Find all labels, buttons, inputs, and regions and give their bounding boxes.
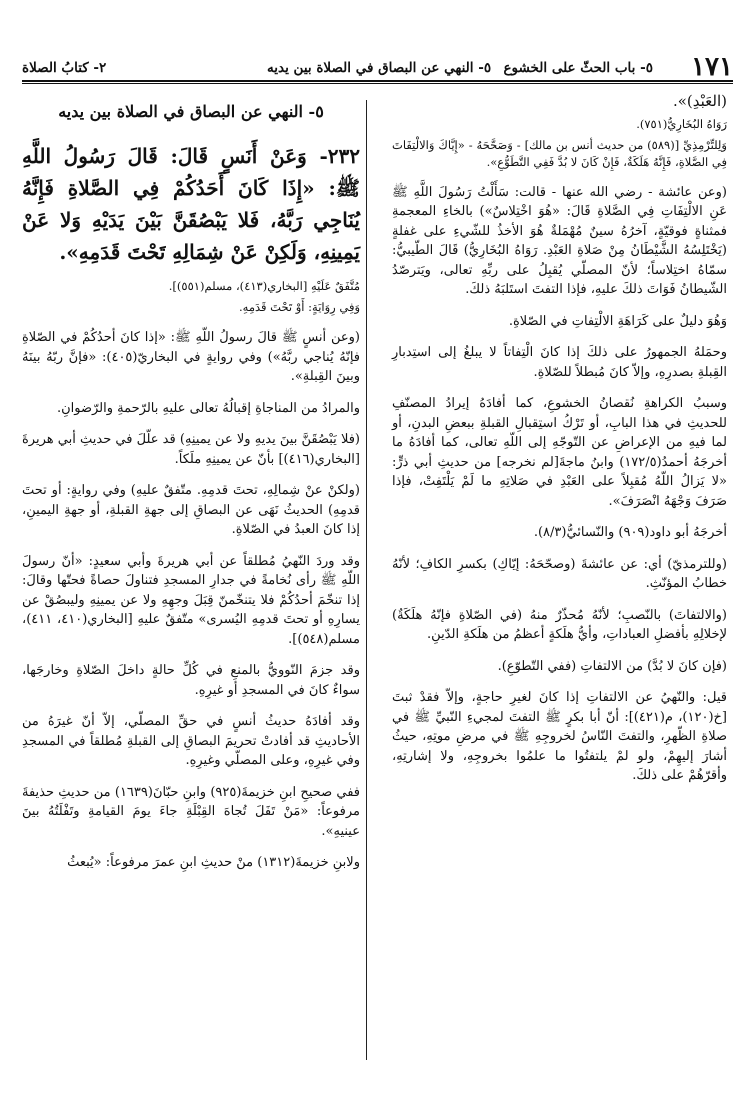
paragraph: أخرجَهُ أبو داود(٩٠٩) والنّسائيُّ(٨/٣).: [533, 525, 727, 540]
paragraph: والمرادُ من المناجاةِ إقبالُهُ تعالى عليهِ بالرّحمةِ والرّضوانِ.: [56, 400, 360, 416]
header-section-title: ٥- النهي عن البصاق في الصلاة بين يديه: [267, 60, 492, 76]
paragraph: وسببُ الكراهةِ نُقصانُ الخشوعِ، كما أفادَهُ إيرادُ المصنّفِ للحديثِ في هذا البابِ، أو تَرْكُ استِقبالِ القبلةِ ببعضِ البدنِ، أو لما فيهِ من الإعراضِ عن التّوجّهِ إلى اللّهِ تعالى، كما أفادَهُ ما أخرجَهُ أحمدُ(١٧٢/٥) وابنُ ماجةَ[لم نخرجه] من حديثِ أبي ذرٍّ: «لا يَزالُ اللّهُ مُقبِلاً على العَبْدِ في صَلاتِهِ ما لَمْ يَلْتَفِتْ، فإذا صَرَفَ وَجْهَهُ انْصَرَفَ».: [392, 396, 727, 509]
paragraph: قيل: والنّهيُ عن الالتفاتِ إذا كانَ لغيرِ حاجةٍ، وإلاّ فقدْ ثبتَ [خ(١٢٠)، م(٤٢١)]: أنّ أبا بكرٍ ﷺ التفتَ لمجيءِ النّبيِّ ﷺ في صلاةِ الظّهرِ، والتفتَ النّاسُ لخروجِهِ ﷺ في مرضِ موتِهِ، حيثُ أشارَ إليهِمْ، ولو لمْ يلتفتُوا ما علمُوا بخروجِهِ، ولا إشارتِهِ، وأقرّهُمْ على ذلكَ.: [392, 690, 727, 783]
section-title: ٥- النهي عن البصاق في الصلاة بين يديه: [58, 102, 324, 121]
paragraph: وَهُوَ دليلٌ على كَرَاهَةِ الالْتِفاتِ في الصّلاةِ.: [508, 313, 727, 329]
page-number: ١٧١: [691, 52, 733, 82]
citation: وَلِلتِّرْمِذِيِّ [(٥٨٩) من حديث أنس بن مالك] - وَصَحَّحَهُ - «إِيَّاكَ وَالالْتِفَاتَ فِي الصَّلاةِ، فَإِنَّهُ هَلَكَةٌ، فَإِنْ كَانَ لا بُدَّ فَفِي التَّطَوُّعِ».: [392, 137, 727, 169]
paragraph: (فإن كانَ لا بُدَّ) من الالتفاتِ (ففي التّطوّعِ).: [497, 658, 727, 674]
paragraph: ولابنِ خزيمةَ(١٣١٢) منْ حديثِ ابنِ عمرَ مرفوعاً: «يُبعثُ: [67, 855, 360, 870]
citation: رَوَاهُ البُخَارِيُّ(٧٥١).: [636, 116, 727, 131]
paragraph: ففي صحيحِ ابنِ خزيمةَ(٩٢٥) وابنِ حبّانَ(١٦٣٩) من حديثِ حذيفةَ مرفوعاً: «مَنْ تَفَلَ تُجاهَ القِبْلَةِ جاءَ يومَ القيامةِ وتَفْلَتُهُ بينَ عينيهِ».: [22, 784, 360, 839]
paragraph: (وعن عائشة - رضي الله عنها - قالت: سَأَلْتُ رَسُولَ اللَّهِ ﷺ عَنِ الالْتِفَاتِ فِي الصَّلاةِ قَالَ: «هُوَ اخْتِلاسٌ») بالخاءِ المعجمةِ فمثناةٍ فوقيّةٍ، آخرُهُ سينٌ مُهْمَلةٌ هُوَ الأخذُ للشّيءِ على غفلةٍ (يَخْتَلِسُهُ الشَّيْطَانُ مِنْ صَلاةِ العَبْدِ. رَوَاهُ البُخَارِيُّ) قَالَ الطّيبيُّ: سمّاهُ اختِلاساً؛ لأنّ المصلّي يُقبِلُ على ربِّهِ تعالى، ويَترصّدُ الشّيطانُ فَوَاتَ ذلكَ عليهِ، فإذا التفتَ استَلبَهُ ذلكَ.: [392, 184, 727, 297]
right-column: [392, 92, 727, 790]
paragraph: وقد وردَ النّهيُ مُطلقاً عن أبي هريرةَ وأبي سعيدٍ: «أنّ رسولَ اللّهِ ﷺ رأى نُخامةً في جدارِ المسجدِ فتناولَ حصاةً فحتّها وقالَ: إذا تنخّمَ أحدُكُمْ فلا يتنخّمنّ قِبَلَ وجهِهِ ولا عن يمينِهِ وليبصُقْ عن يسارِهِ أو تحتَ قدمِهِ اليُسرى» متّفقٌ عليهِ [البخاري(٤١٠، ٤١١)، مسلم(٥٤٨)].: [22, 553, 360, 647]
paragraph: (العَبْدِ)».: [672, 92, 727, 110]
left-column: [22, 92, 360, 877]
header-chapter-title: ٥- باب الحثّ على الخشوع: [503, 60, 653, 76]
paragraph: (وللترمذيّ) أي: عن عائشةَ (وصحّحَهُ: إيّاكِ) بكسرِ الكافِ؛ لأنّهُ خطابُ المؤنّثِ.: [392, 556, 727, 591]
paragraph: (والالتفاتَ) بالنّصبِ؛ لأنّهُ مُحذّرٌ منهُ (في الصّلاةِ فإنّهُ هلَكَةٌ) لإخلالِهِ بأفضلِ العباداتِ، وأيُّ هلَكةٍ أعظمُ من هلَكةِ الدّينِ.: [392, 607, 727, 642]
header-rule-thin: [22, 83, 733, 84]
paragraph: وحمَلهُ الجمهورُ على ذلكَ إذا كانَ الْتِفاتاً لا يبلغُ إلى استِدبارِ القِبلةِ بصدرِهِ، وإلاّ كانَ مُبطلاً للصّلاةِ.: [392, 345, 727, 380]
paragraph: وقد أفادَهُ حديثُ أنسٍ في حقِّ المصلّي، إلاّ أنّ غيرَهُ من الأحاديثِ قد أفادتْ تحريمَ البصاقِ إلى القبلةِ مُطلقاً في المسجدِ وفي غيرِهِ، وعلى المصلّي وغيرِهِ.: [22, 714, 360, 768]
header-rule: [22, 80, 733, 82]
paragraph: (ولكنْ عنْ شِمالِهِ، تحتَ قدمِهِ. متّفقٌ عليهِ) وفي روايةٍ: أو تحتَ قدمِهِ) الحديثُ نَهَى عن البصاقِ إلى جهةِ القبلةِ، أو جهةِ اليمينِ، إذا كانَ العبدُ في الصّلاةِ.: [22, 483, 360, 537]
header-book-title: ٢- كتابُ الصلاة: [22, 60, 107, 76]
column-separator: [366, 100, 367, 1060]
citation: مُتَّفَقٌ عَلَيْهِ [البخاري(٤١٣)، مسلم(٥٥١)].: [168, 279, 360, 293]
paragraph: (وعن أنسٍ ﷺ قالَ رسولُ اللّهِ ﷺ: «إذا كانَ أحدُكُمْ في الصّلاةِ فإنّهُ يُناجي ربَّهُ») وفي روايةٍ في البخاريّ(٤٠٥): «فإنَّ ربّهُ بينَهُ وبينَ القِبلةِ».: [22, 330, 361, 384]
citation: وَفِي رِوَايَةٍ: أَوْ تَحْتَ قَدَمِهِ.: [239, 300, 360, 314]
paragraph: (فلا يَبْصُقَنَّ بينَ يديهِ ولا عن يمينِهِ) قد علّلَ في حديثِ أبي هريرةَ [البخاري(٤١٦)] بأنّ عن يمينِهِ ملَكاً.: [22, 432, 360, 467]
hadith-text: ٢٣٢- وَعَنْ أَنَسٍ قَالَ: قَالَ رَسُولُ اللَّهِ ﷺ: «إِذَا كَانَ أَحَدُكُمْ فِي الصَّلاةِ فَإِنَّهُ يُنَاجِي رَبَّهُ، فَلا يَبْصُقَنَّ بَيْنَ يَدَيْهِ وَلا عَنْ يَمِينِهِ، وَلَكِنْ عَنْ شِمَالِهِ تَحْتَ قَدَمِهِ».: [22, 144, 360, 264]
running-header: [22, 52, 733, 82]
paragraph: وقد جزمَ النّوويُّ بالمنعِ في كُلِّ حالةٍ داخلَ الصّلاةِ وخارجَها، سواءٌ كانَ في المسجدِ أو غيرِهِ.: [22, 663, 360, 698]
